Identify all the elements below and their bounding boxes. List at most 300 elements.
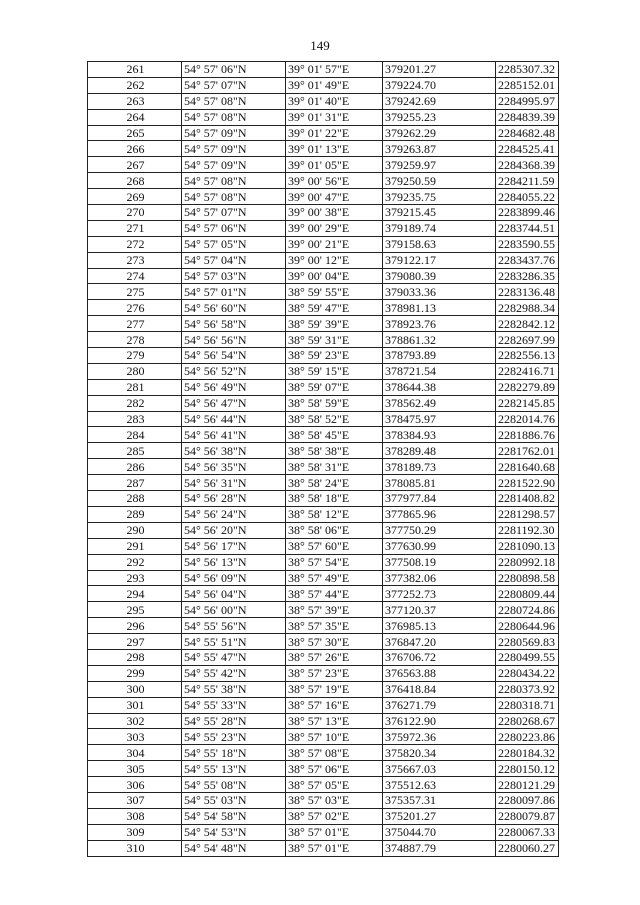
y-coordinate-cell: 2283286.35: [496, 268, 559, 284]
longitude-cell: 38° 57' 26"E: [286, 649, 383, 665]
point-number-cell: 269: [88, 189, 182, 205]
x-coordinate-cell: 379263.87: [383, 141, 496, 157]
point-number-cell: 307: [88, 792, 182, 808]
table-row: [88, 284, 559, 300]
point-number-cell: 303: [88, 729, 182, 745]
latitude-cell: 54° 57' 04"N: [182, 252, 286, 268]
table-row: [88, 538, 559, 554]
table-row: [88, 792, 559, 808]
longitude-cell: 38° 57' 44"E: [286, 586, 383, 602]
table-row: [88, 522, 559, 538]
y-coordinate-cell: 2282145.85: [496, 395, 559, 411]
longitude-cell: 38° 59' 31"E: [286, 332, 383, 348]
coordinates-table: [87, 61, 559, 857]
latitude-cell: 54° 56' 60"N: [182, 300, 286, 316]
latitude-cell: 54° 57' 09"N: [182, 141, 286, 157]
x-coordinate-cell: 376706.72: [383, 649, 496, 665]
longitude-cell: 38° 57' 19"E: [286, 681, 383, 697]
y-coordinate-cell: 2281522.90: [496, 475, 559, 491]
longitude-cell: 38° 59' 07"E: [286, 379, 383, 395]
x-coordinate-cell: 376847.20: [383, 634, 496, 650]
latitude-cell: 54° 55' 13"N: [182, 761, 286, 777]
longitude-cell: 38° 57' 54"E: [286, 554, 383, 570]
latitude-cell: 54° 56' 31"N: [182, 475, 286, 491]
y-coordinate-cell: 2282416.71: [496, 363, 559, 379]
x-coordinate-cell: 378861.32: [383, 332, 496, 348]
latitude-cell: 54° 57' 08"N: [182, 93, 286, 109]
table-row: [88, 427, 559, 443]
x-coordinate-cell: 379235.75: [383, 189, 496, 205]
longitude-cell: 39° 00' 56"E: [286, 173, 383, 189]
x-coordinate-cell: 378189.73: [383, 459, 496, 475]
longitude-cell: 38° 57' 01"E: [286, 824, 383, 840]
table-row: [88, 363, 559, 379]
point-number-cell: 294: [88, 586, 182, 602]
x-coordinate-cell: 379215.45: [383, 205, 496, 221]
longitude-cell: 38° 58' 18"E: [286, 491, 383, 507]
table-row: [88, 77, 559, 93]
longitude-cell: 39° 01' 49"E: [286, 77, 383, 93]
point-number-cell: 296: [88, 618, 182, 634]
y-coordinate-cell: 2281640.68: [496, 459, 559, 475]
longitude-cell: 38° 57' 02"E: [286, 808, 383, 824]
longitude-cell: 38° 59' 23"E: [286, 348, 383, 364]
latitude-cell: 54° 56' 49"N: [182, 379, 286, 395]
point-number-cell: 306: [88, 777, 182, 793]
table-row: [88, 125, 559, 141]
y-coordinate-cell: 2282988.34: [496, 300, 559, 316]
y-coordinate-cell: 2282697.99: [496, 332, 559, 348]
y-coordinate-cell: 2283899.46: [496, 205, 559, 221]
longitude-cell: 38° 58' 59"E: [286, 395, 383, 411]
latitude-cell: 54° 56' 04"N: [182, 586, 286, 602]
x-coordinate-cell: 376563.88: [383, 665, 496, 681]
y-coordinate-cell: 2280644.96: [496, 618, 559, 634]
latitude-cell: 54° 55' 18"N: [182, 745, 286, 761]
table-row: [88, 840, 559, 856]
longitude-cell: 39° 01' 22"E: [286, 125, 383, 141]
point-number-cell: 270: [88, 205, 182, 221]
table-row: [88, 570, 559, 586]
table-row: [88, 713, 559, 729]
x-coordinate-cell: 375972.36: [383, 729, 496, 745]
point-number-cell: 289: [88, 506, 182, 522]
table-row: [88, 173, 559, 189]
x-coordinate-cell: 377865.96: [383, 506, 496, 522]
latitude-cell: 54° 56' 24"N: [182, 506, 286, 522]
x-coordinate-cell: 376985.13: [383, 618, 496, 634]
x-coordinate-cell: 375512.63: [383, 777, 496, 793]
table-row: [88, 268, 559, 284]
x-coordinate-cell: 378644.38: [383, 379, 496, 395]
table-row: [88, 506, 559, 522]
latitude-cell: 54° 57' 01"N: [182, 284, 286, 300]
y-coordinate-cell: 2282556.13: [496, 348, 559, 364]
longitude-cell: 38° 57' 60"E: [286, 538, 383, 554]
x-coordinate-cell: 379250.59: [383, 173, 496, 189]
longitude-cell: 38° 59' 47"E: [286, 300, 383, 316]
longitude-cell: 39° 01' 13"E: [286, 141, 383, 157]
longitude-cell: 38° 58' 06"E: [286, 522, 383, 538]
latitude-cell: 54° 55' 28"N: [182, 713, 286, 729]
table-row: [88, 665, 559, 681]
point-number-cell: 264: [88, 109, 182, 125]
table-row: [88, 205, 559, 221]
x-coordinate-cell: 376122.90: [383, 713, 496, 729]
x-coordinate-cell: 378384.93: [383, 427, 496, 443]
y-coordinate-cell: 2284055.22: [496, 189, 559, 205]
latitude-cell: 54° 54' 48"N: [182, 840, 286, 856]
table-row: [88, 634, 559, 650]
longitude-cell: 38° 57' 10"E: [286, 729, 383, 745]
latitude-cell: 54° 56' 09"N: [182, 570, 286, 586]
y-coordinate-cell: 2280992.18: [496, 554, 559, 570]
table-row: [88, 443, 559, 459]
point-number-cell: 302: [88, 713, 182, 729]
latitude-cell: 54° 57' 08"N: [182, 109, 286, 125]
longitude-cell: 38° 59' 55"E: [286, 284, 383, 300]
x-coordinate-cell: 378721.54: [383, 363, 496, 379]
longitude-cell: 39° 00' 04"E: [286, 268, 383, 284]
y-coordinate-cell: 2285152.01: [496, 77, 559, 93]
table-row: [88, 300, 559, 316]
latitude-cell: 54° 57' 09"N: [182, 157, 286, 173]
table-row: [88, 93, 559, 109]
table-row: [88, 602, 559, 618]
y-coordinate-cell: 2280121.29: [496, 777, 559, 793]
longitude-cell: 38° 58' 12"E: [286, 506, 383, 522]
y-coordinate-cell: 2280097.86: [496, 792, 559, 808]
latitude-cell: 54° 56' 20"N: [182, 522, 286, 538]
longitude-cell: 39° 00' 47"E: [286, 189, 383, 205]
x-coordinate-cell: 375044.70: [383, 824, 496, 840]
latitude-cell: 54° 57' 03"N: [182, 268, 286, 284]
x-coordinate-cell: 378475.97: [383, 411, 496, 427]
latitude-cell: 54° 57' 07"N: [182, 205, 286, 221]
table-row: [88, 157, 559, 173]
y-coordinate-cell: 2283590.55: [496, 236, 559, 252]
latitude-cell: 54° 56' 13"N: [182, 554, 286, 570]
point-number-cell: 281: [88, 379, 182, 395]
y-coordinate-cell: 2280223.86: [496, 729, 559, 745]
point-number-cell: 267: [88, 157, 182, 173]
x-coordinate-cell: 377382.06: [383, 570, 496, 586]
table-row: [88, 729, 559, 745]
y-coordinate-cell: 2280898.58: [496, 570, 559, 586]
latitude-cell: 54° 57' 09"N: [182, 125, 286, 141]
x-coordinate-cell: 379242.69: [383, 93, 496, 109]
point-number-cell: 268: [88, 173, 182, 189]
table-row: [88, 459, 559, 475]
point-number-cell: 263: [88, 93, 182, 109]
y-coordinate-cell: 2285307.32: [496, 62, 559, 78]
latitude-cell: 54° 55' 03"N: [182, 792, 286, 808]
latitude-cell: 54° 56' 54"N: [182, 348, 286, 364]
table-row: [88, 141, 559, 157]
x-coordinate-cell: 379189.74: [383, 220, 496, 236]
y-coordinate-cell: 2283744.51: [496, 220, 559, 236]
y-coordinate-cell: 2283136.48: [496, 284, 559, 300]
point-number-cell: 293: [88, 570, 182, 586]
latitude-cell: 54° 54' 58"N: [182, 808, 286, 824]
longitude-cell: 39° 01' 57"E: [286, 62, 383, 78]
y-coordinate-cell: 2280079.87: [496, 808, 559, 824]
latitude-cell: 54° 57' 06"N: [182, 220, 286, 236]
y-coordinate-cell: 2280724.86: [496, 602, 559, 618]
table-row: [88, 348, 559, 364]
point-number-cell: 278: [88, 332, 182, 348]
x-coordinate-cell: 377508.19: [383, 554, 496, 570]
latitude-cell: 54° 57' 08"N: [182, 173, 286, 189]
x-coordinate-cell: 375667.03: [383, 761, 496, 777]
y-coordinate-cell: 2281090.13: [496, 538, 559, 554]
table-row: [88, 332, 559, 348]
point-number-cell: 262: [88, 77, 182, 93]
point-number-cell: 304: [88, 745, 182, 761]
x-coordinate-cell: 378981.13: [383, 300, 496, 316]
table-row: [88, 395, 559, 411]
x-coordinate-cell: 379201.27: [383, 62, 496, 78]
longitude-cell: 38° 59' 15"E: [286, 363, 383, 379]
table-row: [88, 808, 559, 824]
longitude-cell: 38° 58' 45"E: [286, 427, 383, 443]
y-coordinate-cell: 2284839.39: [496, 109, 559, 125]
point-number-cell: 277: [88, 316, 182, 332]
point-number-cell: 285: [88, 443, 182, 459]
point-number-cell: 282: [88, 395, 182, 411]
point-number-cell: 266: [88, 141, 182, 157]
page-number: 149: [310, 38, 330, 53]
x-coordinate-cell: 379259.97: [383, 157, 496, 173]
table-row: [88, 109, 559, 125]
longitude-cell: 39° 01' 31"E: [286, 109, 383, 125]
y-coordinate-cell: 2284368.39: [496, 157, 559, 173]
y-coordinate-cell: 2281886.76: [496, 427, 559, 443]
point-number-cell: 279: [88, 348, 182, 364]
longitude-cell: 38° 57' 30"E: [286, 634, 383, 650]
y-coordinate-cell: 2282842.12: [496, 316, 559, 332]
longitude-cell: 38° 57' 03"E: [286, 792, 383, 808]
x-coordinate-cell: 377630.99: [383, 538, 496, 554]
y-coordinate-cell: 2280569.83: [496, 634, 559, 650]
table-row: [88, 252, 559, 268]
y-coordinate-cell: 2284211.59: [496, 173, 559, 189]
longitude-cell: 38° 58' 24"E: [286, 475, 383, 491]
x-coordinate-cell: 377252.73: [383, 586, 496, 602]
point-number-cell: 275: [88, 284, 182, 300]
x-coordinate-cell: 375201.27: [383, 808, 496, 824]
point-number-cell: 292: [88, 554, 182, 570]
longitude-cell: 39° 01' 40"E: [286, 93, 383, 109]
y-coordinate-cell: 2281298.57: [496, 506, 559, 522]
x-coordinate-cell: 379080.39: [383, 268, 496, 284]
point-number-cell: 295: [88, 602, 182, 618]
table-row: [88, 761, 559, 777]
point-number-cell: 274: [88, 268, 182, 284]
latitude-cell: 54° 57' 07"N: [182, 77, 286, 93]
x-coordinate-cell: 374887.79: [383, 840, 496, 856]
y-coordinate-cell: 2280060.27: [496, 840, 559, 856]
latitude-cell: 54° 56' 58"N: [182, 316, 286, 332]
point-number-cell: 298: [88, 649, 182, 665]
x-coordinate-cell: 378289.48: [383, 443, 496, 459]
point-number-cell: 273: [88, 252, 182, 268]
longitude-cell: 38° 57' 01"E: [286, 840, 383, 856]
longitude-cell: 38° 58' 52"E: [286, 411, 383, 427]
point-number-cell: 271: [88, 220, 182, 236]
table-row: [88, 379, 559, 395]
latitude-cell: 54° 55' 47"N: [182, 649, 286, 665]
latitude-cell: 54° 56' 38"N: [182, 443, 286, 459]
point-number-cell: 291: [88, 538, 182, 554]
y-coordinate-cell: 2281408.82: [496, 491, 559, 507]
longitude-cell: 39° 00' 38"E: [286, 205, 383, 221]
longitude-cell: 38° 57' 13"E: [286, 713, 383, 729]
longitude-cell: 38° 57' 08"E: [286, 745, 383, 761]
latitude-cell: 54° 55' 42"N: [182, 665, 286, 681]
latitude-cell: 54° 57' 05"N: [182, 236, 286, 252]
x-coordinate-cell: 378793.89: [383, 348, 496, 364]
x-coordinate-cell: 376271.79: [383, 697, 496, 713]
longitude-cell: 38° 58' 31"E: [286, 459, 383, 475]
x-coordinate-cell: 378562.49: [383, 395, 496, 411]
table-row: [88, 824, 559, 840]
point-number-cell: 265: [88, 125, 182, 141]
x-coordinate-cell: 379262.29: [383, 125, 496, 141]
y-coordinate-cell: 2282279.89: [496, 379, 559, 395]
point-number-cell: 287: [88, 475, 182, 491]
y-coordinate-cell: 2280150.12: [496, 761, 559, 777]
y-coordinate-cell: 2282014.76: [496, 411, 559, 427]
latitude-cell: 54° 54' 53"N: [182, 824, 286, 840]
x-coordinate-cell: 375357.31: [383, 792, 496, 808]
table-row: [88, 697, 559, 713]
latitude-cell: 54° 56' 52"N: [182, 363, 286, 379]
point-number-cell: 272: [88, 236, 182, 252]
point-number-cell: 280: [88, 363, 182, 379]
latitude-cell: 54° 55' 33"N: [182, 697, 286, 713]
x-coordinate-cell: 377750.29: [383, 522, 496, 538]
table-row: [88, 586, 559, 602]
latitude-cell: 54° 55' 08"N: [182, 777, 286, 793]
table-row: [88, 618, 559, 634]
latitude-cell: 54° 55' 51"N: [182, 634, 286, 650]
table-row: [88, 411, 559, 427]
point-number-cell: 300: [88, 681, 182, 697]
point-number-cell: 276: [88, 300, 182, 316]
y-coordinate-cell: 2283437.76: [496, 252, 559, 268]
y-coordinate-cell: 2280268.67: [496, 713, 559, 729]
latitude-cell: 54° 56' 41"N: [182, 427, 286, 443]
x-coordinate-cell: 379158.63: [383, 236, 496, 252]
latitude-cell: 54° 56' 28"N: [182, 491, 286, 507]
longitude-cell: 39° 00' 21"E: [286, 236, 383, 252]
y-coordinate-cell: 2280184.32: [496, 745, 559, 761]
table-row: [88, 236, 559, 252]
latitude-cell: 54° 56' 35"N: [182, 459, 286, 475]
longitude-cell: 38° 57' 35"E: [286, 618, 383, 634]
y-coordinate-cell: 2280809.44: [496, 586, 559, 602]
longitude-cell: 38° 57' 49"E: [286, 570, 383, 586]
point-number-cell: 297: [88, 634, 182, 650]
longitude-cell: 38° 57' 06"E: [286, 761, 383, 777]
latitude-cell: 54° 57' 08"N: [182, 189, 286, 205]
longitude-cell: 38° 58' 38"E: [286, 443, 383, 459]
point-number-cell: 310: [88, 840, 182, 856]
table-row: [88, 220, 559, 236]
point-number-cell: 283: [88, 411, 182, 427]
point-number-cell: 288: [88, 491, 182, 507]
table-row: [88, 491, 559, 507]
latitude-cell: 54° 56' 56"N: [182, 332, 286, 348]
longitude-cell: 38° 57' 39"E: [286, 602, 383, 618]
table-row: [88, 745, 559, 761]
latitude-cell: 54° 55' 56"N: [182, 618, 286, 634]
y-coordinate-cell: 2284525.41: [496, 141, 559, 157]
table-row: [88, 62, 559, 78]
point-number-cell: 284: [88, 427, 182, 443]
latitude-cell: 54° 56' 00"N: [182, 602, 286, 618]
x-coordinate-cell: 379033.36: [383, 284, 496, 300]
table-row: [88, 649, 559, 665]
table-row: [88, 475, 559, 491]
y-coordinate-cell: 2284995.97: [496, 93, 559, 109]
longitude-cell: 39° 00' 29"E: [286, 220, 383, 236]
x-coordinate-cell: 378085.81: [383, 475, 496, 491]
x-coordinate-cell: 379224.70: [383, 77, 496, 93]
latitude-cell: 54° 56' 17"N: [182, 538, 286, 554]
latitude-cell: 54° 55' 38"N: [182, 681, 286, 697]
table-row: [88, 554, 559, 570]
point-number-cell: 286: [88, 459, 182, 475]
point-number-cell: 308: [88, 808, 182, 824]
point-number-cell: 261: [88, 62, 182, 78]
table-row: [88, 681, 559, 697]
y-coordinate-cell: 2280318.71: [496, 697, 559, 713]
x-coordinate-cell: 376418.84: [383, 681, 496, 697]
y-coordinate-cell: 2280373.92: [496, 681, 559, 697]
longitude-cell: 39° 01' 05"E: [286, 157, 383, 173]
y-coordinate-cell: 2280499.55: [496, 649, 559, 665]
x-coordinate-cell: 379122.17: [383, 252, 496, 268]
table-row: [88, 316, 559, 332]
x-coordinate-cell: 375820.34: [383, 745, 496, 761]
x-coordinate-cell: 377977.84: [383, 491, 496, 507]
longitude-cell: 38° 59' 39"E: [286, 316, 383, 332]
y-coordinate-cell: 2281192.30: [496, 522, 559, 538]
y-coordinate-cell: 2280434.22: [496, 665, 559, 681]
table-row: [88, 777, 559, 793]
latitude-cell: 54° 56' 44"N: [182, 411, 286, 427]
longitude-cell: 38° 57' 23"E: [286, 665, 383, 681]
y-coordinate-cell: 2280067.33: [496, 824, 559, 840]
coordinates-table-body: [88, 62, 559, 857]
y-coordinate-cell: 2284682.48: [496, 125, 559, 141]
point-number-cell: 309: [88, 824, 182, 840]
longitude-cell: 38° 57' 16"E: [286, 697, 383, 713]
point-number-cell: 305: [88, 761, 182, 777]
x-coordinate-cell: 377120.37: [383, 602, 496, 618]
latitude-cell: 54° 57' 06"N: [182, 62, 286, 78]
x-coordinate-cell: 379255.23: [383, 109, 496, 125]
longitude-cell: 39° 00' 12"E: [286, 252, 383, 268]
table-row: [88, 189, 559, 205]
point-number-cell: 301: [88, 697, 182, 713]
point-number-cell: 290: [88, 522, 182, 538]
x-coordinate-cell: 378923.76: [383, 316, 496, 332]
longitude-cell: 38° 57' 05"E: [286, 777, 383, 793]
latitude-cell: 54° 56' 47"N: [182, 395, 286, 411]
